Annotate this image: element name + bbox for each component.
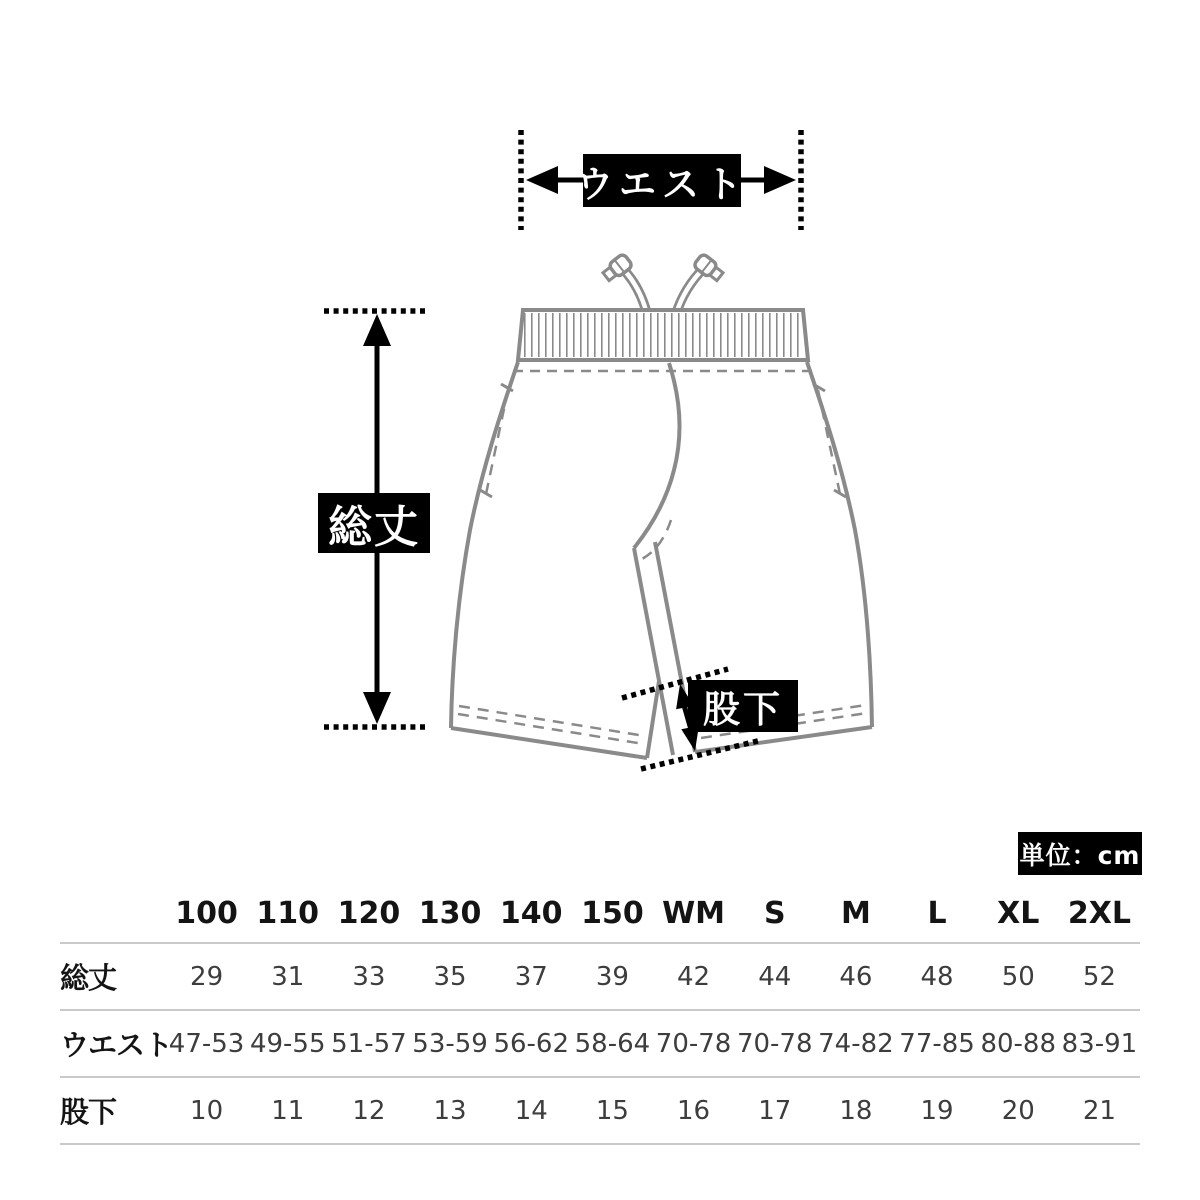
table-value: 53-59: [412, 1028, 488, 1059]
row-label: 股下: [60, 1095, 117, 1129]
table-value: 31: [271, 961, 305, 992]
table-value: 70-78: [655, 1028, 732, 1059]
drawstring-cords: [601, 253, 725, 314]
pocket-notches: [480, 384, 846, 497]
table-value: 37: [514, 961, 548, 992]
size-header: XL: [997, 895, 1040, 931]
table-value: 52: [1082, 961, 1116, 992]
table-value: 56-62: [493, 1028, 570, 1059]
table-value: 39: [595, 961, 629, 992]
center-front-rise: [634, 363, 680, 548]
length-arrowhead-top: [363, 314, 391, 346]
left-inner-seam: [647, 681, 659, 758]
table-value: 18: [839, 1095, 873, 1126]
table-value: 35: [433, 961, 467, 992]
size-header: 130: [418, 895, 482, 931]
table-value: 83-91: [1061, 1028, 1138, 1059]
table-value: 15: [595, 1095, 629, 1126]
size-header: 150: [581, 895, 644, 931]
table-value: 42: [677, 961, 711, 992]
size-header: 110: [256, 895, 320, 931]
table-value: 21: [1082, 1095, 1116, 1126]
table-value: 16: [677, 1095, 711, 1126]
table-value: 70-78: [736, 1028, 813, 1059]
table-value: 77-85: [899, 1028, 975, 1059]
table-value: 47-53: [168, 1028, 245, 1059]
size-header: WM: [662, 895, 726, 931]
waist-arrowhead-right: [764, 166, 796, 194]
table-value: 19: [920, 1095, 954, 1126]
table-value: 50: [1001, 961, 1035, 992]
table-value: 46: [839, 961, 873, 992]
table-value: 11: [271, 1095, 305, 1126]
size-header: S: [763, 895, 786, 931]
size-header: L: [927, 895, 947, 931]
length-arrowhead-bottom: [363, 692, 391, 724]
table-value: 48: [920, 961, 954, 992]
shorts-body-outline: [451, 362, 872, 758]
unit-badge: 単位：cm: [1018, 832, 1142, 875]
size-table-header-row: [60, 884, 1140, 944]
table-row-waist: [60, 1011, 1140, 1078]
table-value: 10: [190, 1095, 224, 1126]
table-value: 58-64: [574, 1028, 651, 1059]
total-length-dimension-label: 総丈: [318, 493, 430, 553]
table-row-inseam: [60, 1078, 1140, 1145]
table-row-total-length: [60, 944, 1140, 1011]
inseam-extension-line-bottom: [641, 740, 762, 769]
table-value: 20: [1001, 1095, 1035, 1126]
table-value: 17: [758, 1095, 792, 1126]
size-header: M: [840, 895, 871, 931]
waistband: [513, 310, 813, 371]
table-value: 49-55: [249, 1028, 326, 1059]
table-value: 51-57: [331, 1028, 407, 1059]
waist-arrowhead-left: [526, 166, 558, 194]
table-value: 33: [352, 961, 386, 992]
size-header: 120: [337, 895, 401, 931]
left-outer-seam: [451, 362, 518, 728]
waist-dimension-label: ウエスト: [583, 154, 741, 207]
right-outer-seam: [807, 362, 872, 727]
table-value: 13: [433, 1095, 467, 1126]
table-value: 14: [514, 1095, 548, 1126]
row-label: 総丈: [60, 961, 117, 995]
size-table: [60, 884, 1140, 1145]
size-header: 100: [175, 895, 238, 931]
size-header: 2XL: [1067, 895, 1131, 931]
row-label: ウエスト: [60, 1028, 173, 1062]
inseam-dimension-label: 股下: [688, 680, 798, 732]
size-header: 140: [499, 895, 563, 931]
table-value: 29: [190, 961, 224, 992]
table-value: 44: [758, 961, 792, 992]
left-hem-stitch-2: [458, 714, 644, 744]
table-value: 74-82: [818, 1028, 894, 1059]
table-value: 12: [352, 1095, 386, 1126]
table-value: 80-88: [980, 1028, 1057, 1059]
